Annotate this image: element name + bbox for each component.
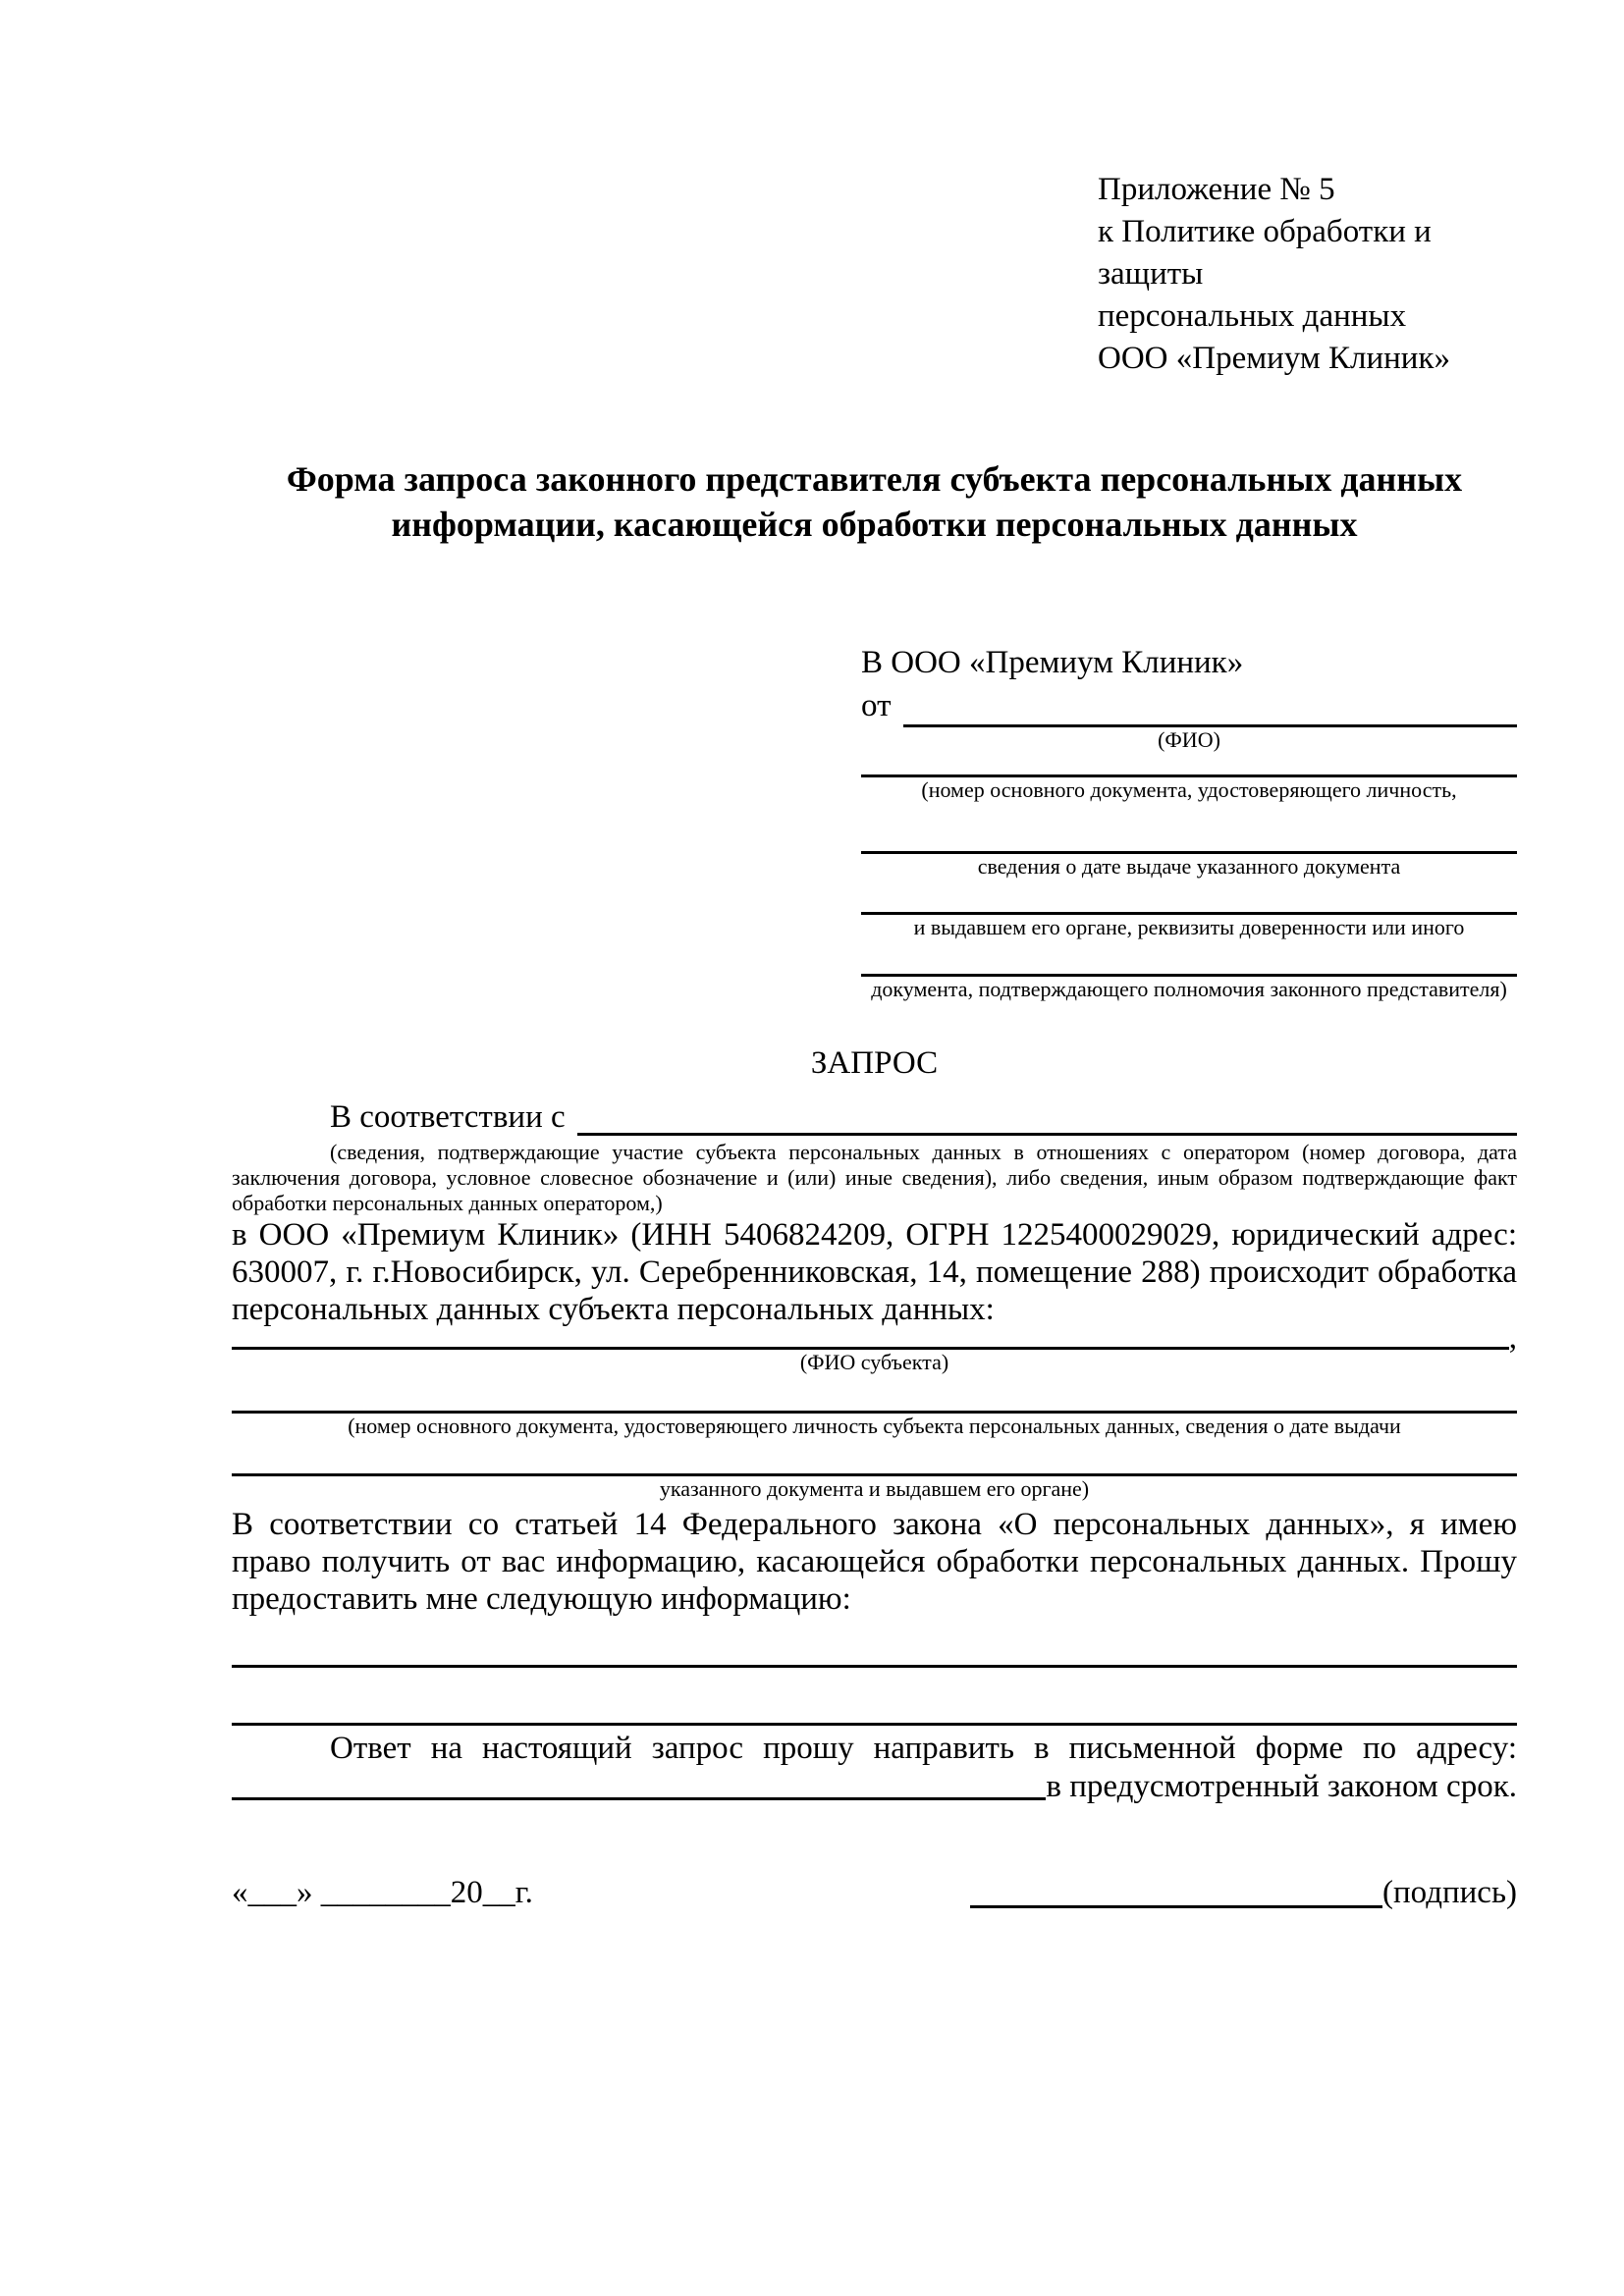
subject-doc-field-1 [232,1411,1517,1439]
appendix-header-block [1098,169,1517,380]
representative-doc-field-3 [861,912,1517,940]
rights-paragraph: В соответствии со статьей 14 Федерального закона «О персональных данных», я имею право получить от вас информацию, касающейся обработки персональных данных. Прошу предоставить мне следующую информацию: [232,1507,1517,1617]
request-heading: ЗАПРОС [810,1045,939,1081]
form-title-line-2: информации, касающейся обработки персональных данных [391,505,1358,544]
subject-fio-row [232,1320,1517,1356]
subject-fio-blank-line [232,1328,1509,1350]
intro-blank-line [577,1098,1517,1136]
representative-doc-field-4 [861,974,1517,1002]
information-blank-line-2 [232,1723,1517,1726]
information-blank-line-1 [232,1665,1517,1668]
subject-doc-caption-2: указанного документа и выдавшем его органе) [659,1476,1090,1501]
subject-doc-field-2 [232,1473,1517,1502]
signature-caption: (подпись) [1382,1875,1517,1910]
field-caption-3: и выдавшем его органе, реквизиты доверенности или иного [913,915,1465,939]
date-signature-row [232,1871,1517,1914]
addressee-block [861,641,1517,1002]
intro-row [232,1098,1517,1136]
intro-prefix: В соответствии с [330,1099,566,1135]
addressee-to: В ООО «Премиум Клиник» [861,645,1244,680]
fio-caption: (ФИО) [1158,727,1220,752]
signature-blank-line [970,1871,1382,1908]
from-label: от [861,688,892,723]
intro-caption: (сведения, подтверждающие участие субъекта персональных данных в отношениях с оператором (номер договора, дата заключения договора, условное словесное обозначение и (или) иные сведения), либо сведения, иным образом подтверждающие факт обработки персональных данных оператором,) [232,1140,1517,1215]
answer-paragraph-line-1: Ответ на настоящий запрос прошу направить в письменной форме по адресу: [330,1731,1517,1766]
representative-doc-field-2 [861,851,1517,880]
address-blank-line [232,1767,1046,1800]
operator-paragraph: в ООО «Премиум Клиник» (ИНН 5406824209, ОГРН 1225400029029, юридический адрес: 630007, г. г.Новосибирск, ул. Серебренниковская, 14, помещение 288) происходит обработка персональных данных субъекта персональных данных: [232,1217,1517,1327]
appendix-number-line: Приложение № 5 [1098,172,1335,207]
subject-fio-caption: (ФИО субъекта) [799,1350,949,1374]
representative-doc-field-1 [861,774,1517,803]
form-title [232,456,1517,547]
subject-doc-caption-1: (номер основного документа, удостоверяющего личность субъекта персональных данных, сведения о дате выдачи [348,1414,1401,1438]
appendix-policy-line: к Политике обработки и защиты [1098,214,1432,292]
appendix-company-line: ООО «Премиум Клиник» [1098,341,1450,376]
appendix-policy-line-2: персональных данных [1098,298,1407,334]
field-caption-4: документа, подтверждающего полномочия законного представителя) [871,977,1507,1001]
answer-address-row [232,1767,1517,1806]
date-blank: «___» ________20__г. [232,1875,533,1910]
answer-paragraph-suffix: в предусмотренный законом срок. [1046,1769,1517,1804]
signature-group [970,1871,1517,1914]
trailing-comma: , [1508,1320,1517,1356]
field-caption-2: сведения о дате выдаче указанного документа [977,854,1401,879]
form-title-line-1: Форма запроса законного представителя субъекта персональных данных [286,459,1463,499]
from-blank-line [903,684,1518,727]
from-row [861,684,1517,727]
field-caption-1: (номер основного документа, удостоверяющего личность, [921,777,1457,802]
